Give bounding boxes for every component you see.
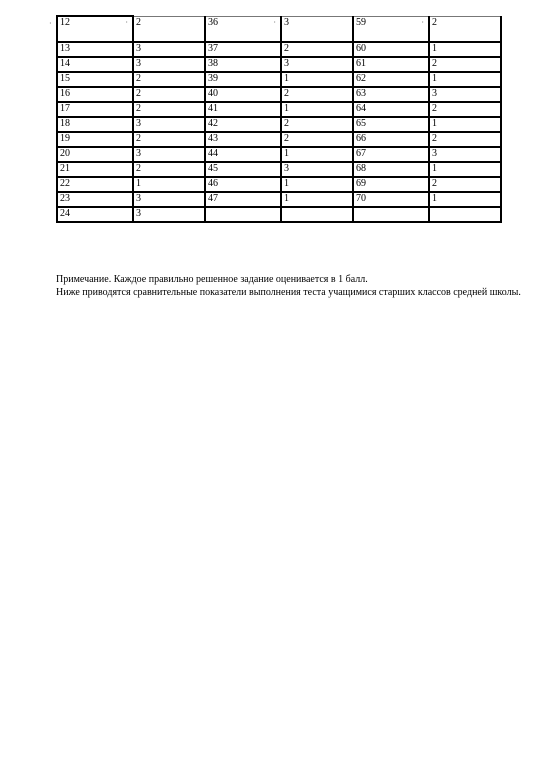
answer-cell xyxy=(429,207,501,222)
task-number-cell: 60 xyxy=(353,42,429,57)
task-number-cell: 42 xyxy=(205,117,281,132)
task-number-cell: 19 xyxy=(57,132,133,147)
task-number-cell: 64 xyxy=(353,102,429,117)
table-row xyxy=(57,147,501,162)
answer-cell xyxy=(281,207,353,222)
answer-cell: 2 xyxy=(133,72,205,87)
answer-cell: 2 xyxy=(133,132,205,147)
answer-cell: 1 xyxy=(429,42,501,57)
answer-cell: 2 xyxy=(133,162,205,177)
answer-cell: 3 xyxy=(281,16,353,42)
answer-cell: 3 xyxy=(281,57,353,72)
answer-cell: 1 xyxy=(281,102,353,117)
answer-cell: 3 xyxy=(133,147,205,162)
answer-key-body xyxy=(57,16,501,222)
task-number-cell: 36 · xyxy=(205,16,281,42)
answer-cell: 2 xyxy=(281,42,353,57)
task-number-cell: 16 xyxy=(57,87,133,102)
table-row xyxy=(57,192,501,207)
task-number-cell: 68 xyxy=(353,162,429,177)
answer-cell: 1 xyxy=(429,162,501,177)
answer-cell: 2 xyxy=(133,102,205,117)
table-row xyxy=(57,162,501,177)
task-number-cell: 21 xyxy=(57,162,133,177)
table-row xyxy=(57,177,501,192)
task-number-cell: 39 xyxy=(205,72,281,87)
table-row xyxy=(57,87,501,102)
task-number-cell: 14 xyxy=(57,57,133,72)
answer-cell: 2 xyxy=(281,132,353,147)
answer-cell: 1 xyxy=(133,177,205,192)
table-row xyxy=(57,42,501,57)
table-row xyxy=(57,207,501,222)
task-number-cell: 40 xyxy=(205,87,281,102)
answer-cell: 3 xyxy=(133,117,205,132)
answer-cell: 2 xyxy=(281,87,353,102)
answer-cell: 3 xyxy=(133,207,205,222)
leader-dot: · xyxy=(49,19,52,28)
answer-cell: 2 xyxy=(429,177,501,192)
answer-cell: 1 xyxy=(281,147,353,162)
answer-cell: 3 xyxy=(133,57,205,72)
answer-cell: 3 xyxy=(429,147,501,162)
note-text: Примечание. Каждое правильно решенное задание оценивается в 1 балл. xyxy=(56,274,368,285)
task-number-cell: 24 xyxy=(57,207,133,222)
answer-cell: 1 xyxy=(429,192,501,207)
task-number-cell: 15 xyxy=(57,72,133,87)
task-number-cell: 41 xyxy=(205,102,281,117)
answer-cell: 2 xyxy=(429,57,501,72)
task-number-cell: 43 xyxy=(205,132,281,147)
answer-cell: 1 xyxy=(281,72,353,87)
task-number-cell: 17 xyxy=(57,102,133,117)
task-number-cell: 70 xyxy=(353,192,429,207)
answer-cell: 2 xyxy=(429,132,501,147)
task-number-cell: 59 · xyxy=(353,16,429,42)
answer-cell: 3 xyxy=(429,87,501,102)
notes-block xyxy=(56,273,526,299)
task-number-cell: 20 xyxy=(57,147,133,162)
table-row xyxy=(57,117,501,132)
answer-cell: 1 xyxy=(429,117,501,132)
table-row xyxy=(57,16,501,42)
task-number-cell: 67 xyxy=(353,147,429,162)
table-row xyxy=(57,132,501,147)
table-row xyxy=(57,102,501,117)
answer-cell: 1 xyxy=(281,192,353,207)
answer-cell: 3 xyxy=(133,42,205,57)
task-number-cell: 47 xyxy=(205,192,281,207)
task-number-cell: 12 · xyxy=(57,16,133,42)
task-number-cell: 69 xyxy=(353,177,429,192)
answer-cell: 2 xyxy=(133,87,205,102)
task-number-cell: 63 xyxy=(353,87,429,102)
task-number-cell: 13 xyxy=(57,42,133,57)
task-number-cell: 23 xyxy=(57,192,133,207)
answer-cell: 2 xyxy=(429,102,501,117)
task-number-cell xyxy=(353,207,429,222)
answer-cell: 1 xyxy=(429,72,501,87)
task-number-cell: 45 xyxy=(205,162,281,177)
answer-key-table xyxy=(56,15,502,223)
answer-cell: 2 xyxy=(133,16,205,42)
answer-cell: 2 xyxy=(429,16,501,42)
table-row xyxy=(57,72,501,87)
table-row xyxy=(57,57,501,72)
answer-cell: 2 xyxy=(281,117,353,132)
answer-cell: 3 xyxy=(133,192,205,207)
task-number-cell xyxy=(205,207,281,222)
task-number-cell: 37 xyxy=(205,42,281,57)
intro-text: Ниже приводятся сравнительные показатели выполнения теста учащимися старших классов средней школы. xyxy=(56,287,521,298)
task-number-cell: 66 xyxy=(353,132,429,147)
task-number-cell: 44 xyxy=(205,147,281,162)
task-number-cell: 46 xyxy=(205,177,281,192)
task-number-cell: 38 xyxy=(205,57,281,72)
answer-cell: 1 xyxy=(281,177,353,192)
task-number-cell: 22 xyxy=(57,177,133,192)
task-number-cell: 62 xyxy=(353,72,429,87)
answer-cell: 3 xyxy=(281,162,353,177)
task-number-cell: 65 xyxy=(353,117,429,132)
task-number-cell: 18 xyxy=(57,117,133,132)
task-number-cell: 61 xyxy=(353,57,429,72)
